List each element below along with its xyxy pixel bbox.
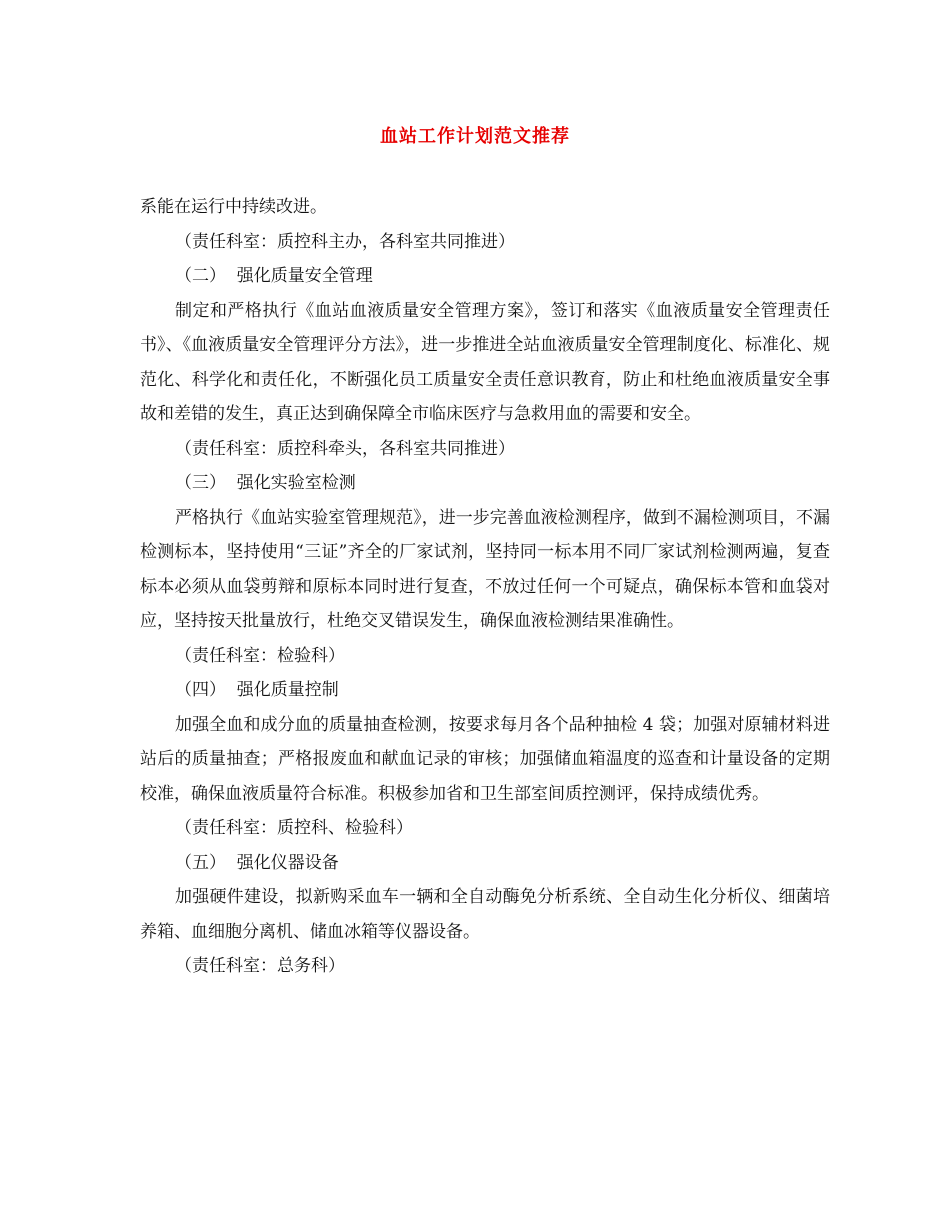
section-body-2: 制定和严格执行《血站血液质量安全管理方案》，签订和落实《血液质量安全管理责任书》、《血液质量安全管理评分方法》，进一步推进全站血液质量安全管理制度化、标准化、规范化、科学化和责任化，不断强化员工质量安全责任意识教育，防止和杜绝血液质量安全事故和差错的发生，真正达到确保障全市临床医疗与急救用血的需要和安全。 (140, 300, 830, 424)
section-body-4: 加强全血和成分血的质量抽查检测，按要求每月各个品种抽检 4 袋；加强对原辅材料进站后的质量抽查；严格报废血和献血记录的审核；加强储血箱温度的巡查和计量设备的定期校准，确保血液质量符合标准。积极参加省和卫生部室间质控测评，保持成绩优秀。 (140, 714, 830, 804)
document-title: 血站工作计划范文推荐 (380, 126, 570, 147)
responsibility-note: （责任科室：质控科主办，各科室共同推进） (175, 231, 515, 252)
paragraph-continuation: 系能在运行中持续改进。 (140, 197, 327, 217)
section-body-3: 严格执行《血站实验室管理规范》，进一步完善血液检测程序，做到不漏检测项目，不漏检测标本，坚持使用“三证”齐全的厂家试剂，坚持同一标本用不同厂家试剂检测两遍，复查标本必须从血袋剪辩和原标本同时进行复查，不放过任何一个可疑点，确保标本管和血袋对应，坚持按天批量放行，杜绝交叉错误发生，确保血液检测结果准确性。 (140, 507, 830, 631)
document-body (140, 190, 830, 984)
section-body-5: 加强硬件建设，拟新购采血车一辆和全自动酶免分析系统、全自动生化分析仪、细菌培养箱、血细胞分离机、储血冰箱等仪器设备。 (140, 887, 830, 942)
responsibility-note: （责任科室：质控科牵头，各科室共同推进） (175, 438, 515, 459)
section-heading-5: （五） 强化仪器设备 (175, 852, 339, 873)
responsibility-note: （责任科室：总务科） (175, 956, 345, 976)
section-heading-3: （三） 强化实验室检测 (175, 473, 356, 493)
responsibility-note: （责任科室：检验科） (175, 645, 345, 666)
responsibility-note: （责任科室：质控科、检验科） (175, 818, 413, 838)
section-heading-4: （四） 强化质量控制 (175, 680, 339, 700)
section-heading-2: （二） 强化质量安全管理 (175, 266, 373, 286)
